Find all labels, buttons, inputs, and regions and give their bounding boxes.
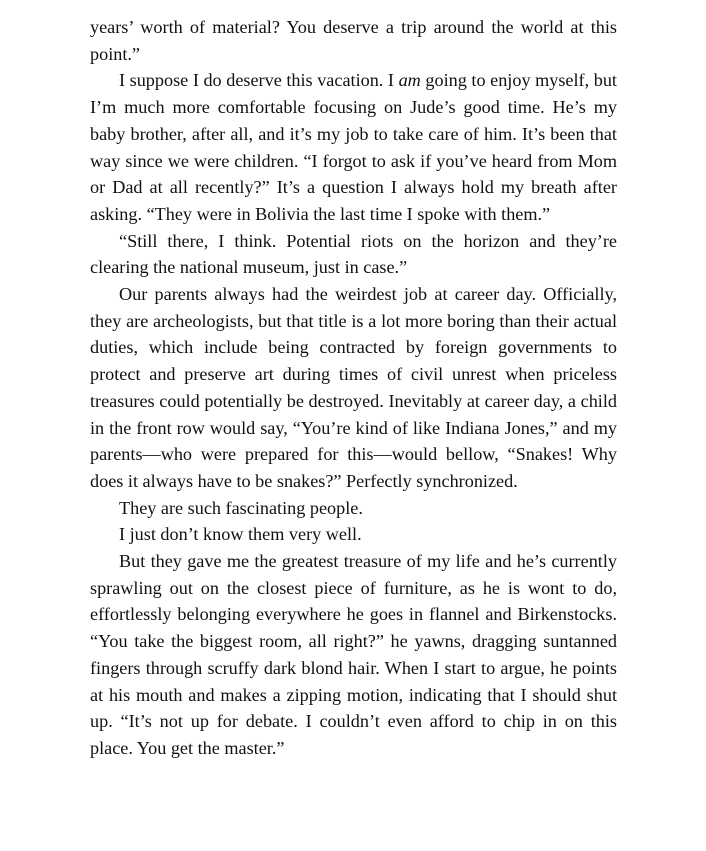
paragraph-5: They are such fascinating people. [119,497,363,518]
paragraph-6: I just don’t know them very well. [119,524,362,545]
paragraph-3: “Still there, I think. Potential riots on the horizon and they’re clearing the national museum, just in case.” [90,230,617,278]
paragraph-2-after: going to enjoy myself, but I’m much more comfortable focusing on Jude’s good time. He’s my baby brother, after all, and it’s my job to take care of him. It’s been that way since we were children. “I forgot to ask if you’ve heard from Mom or Dad at all recently?” It’s a question I always hold my breath after asking. “They were in Bolivia the last time I spoke with them.” [90,70,617,224]
paragraph-1: years’ worth of material? You deserve a trip around the world at this point.” [90,17,617,64]
paragraph-2-emphasis: am [398,70,421,91]
paragraph-4: Our parents always had the weirdest job at career day. Officially, they are archeologists, but that title is a lot more boring than their actual duties, which include being contracted by foreign governments to protect and preserve art during times of civil unrest when priceless treasures could potentially be destroyed. Inevitably at career day, a child in the front row would say, “You’re kind of like Indiana Jones,” and my parents—who were prepared for this—would bellow, “Snakes! Why does it always have to be snakes?” Perfectly synchronized. [90,284,617,491]
paragraph-2 [90,67,617,227]
paragraph-7: But they gave me the greatest treasure of my life and he’s currently sprawling out on the closest piece of furniture, as he is wont to do, effortlessly belonging everywhere he goes in flannel and Birkenstocks. “You take the biggest room, all right?” he yawns, dragging suntanned fingers through scruffy dark blond hair. When I start to argue, he points at his mouth and makes a zipping motion, indicating that I should shut up. “It’s not up for debate. I couldn’t even afford to chip in on this place. You get the master.” [90,551,617,758]
paragraph-2-before: I suppose I do deserve this vacation. I [119,70,399,91]
book-page-text [90,14,617,762]
